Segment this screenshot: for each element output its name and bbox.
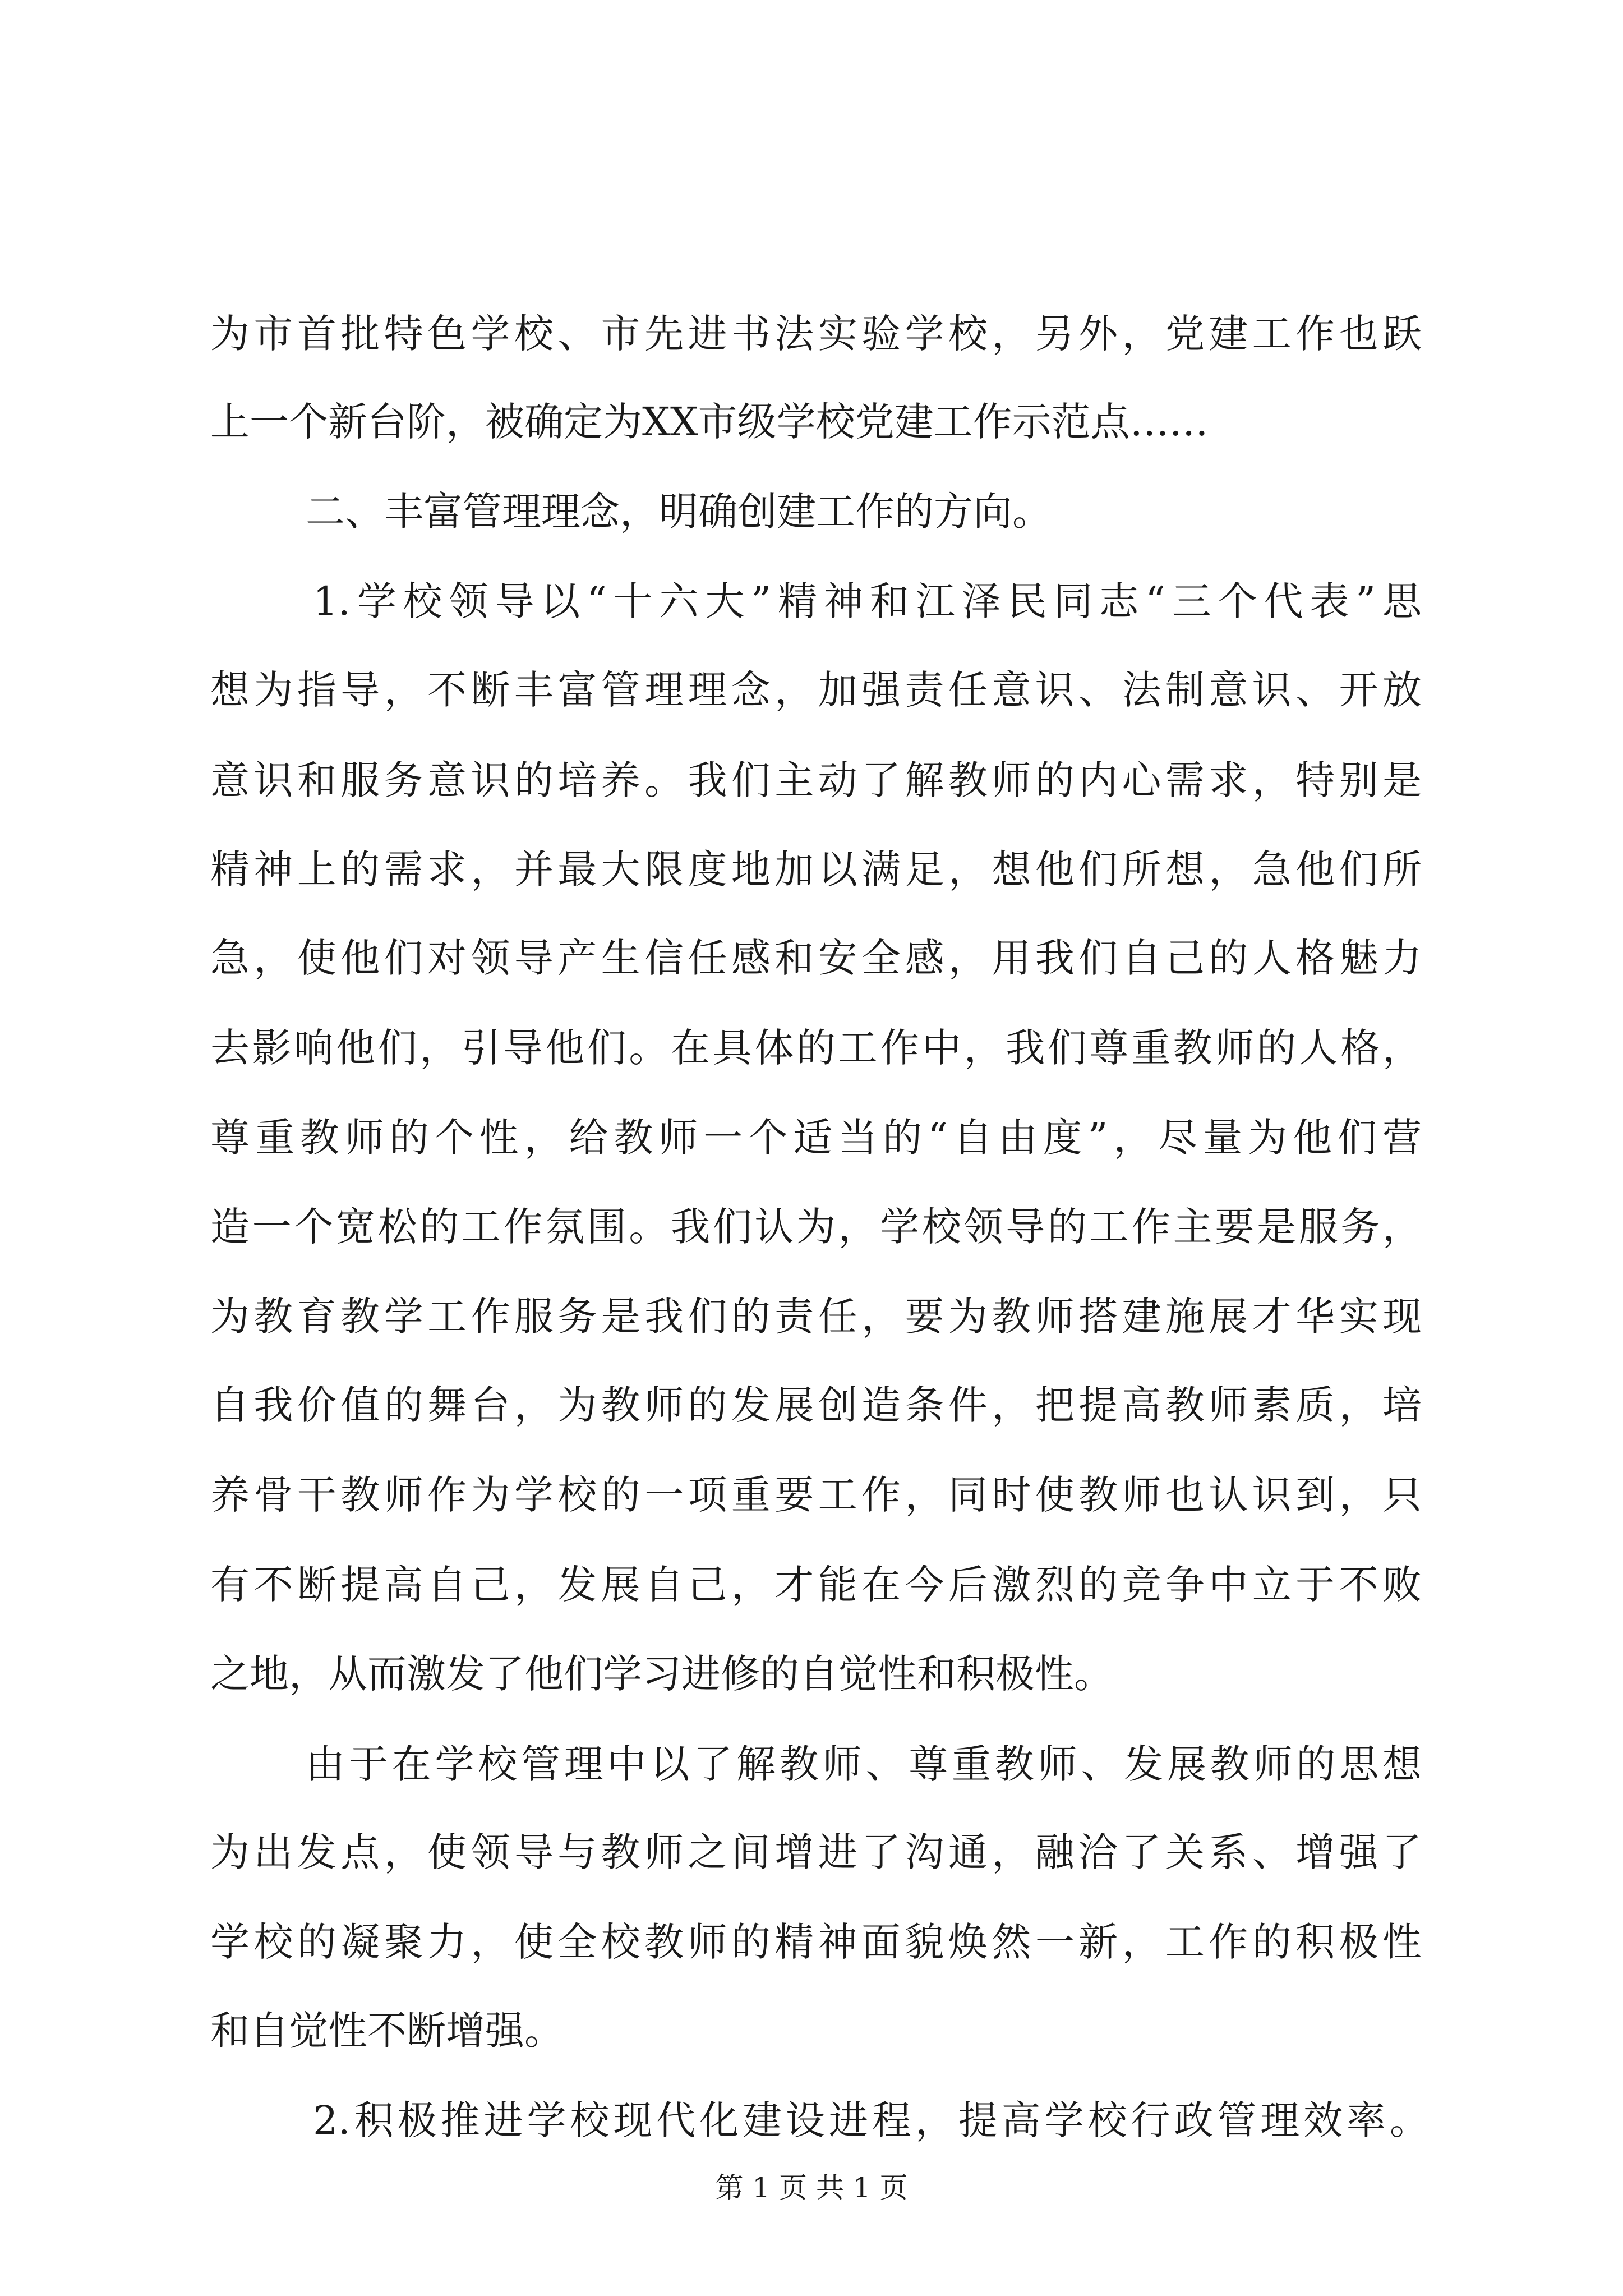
paragraph-line: 为出发点，使领导与教师之间增进了沟通，融洽了关系、增强了 (210, 1829, 1422, 1875)
paragraph-line: 2.积极推进学校现代化建设进程，提高学校行政管理效率。 (313, 2097, 1429, 2143)
section-heading: 二、丰富管理理念，明确创建工作的方向。 (306, 489, 1052, 535)
paragraph-line: 养骨干教师作为学校的一项重要工作，同时使教师也认识到，只 (210, 1472, 1422, 1518)
paragraph-line: 去影响他们，引导他们。在具体的工作中，我们尊重教师的人格， (210, 1025, 1422, 1071)
paragraph-line: 想为指导，不断丰富管理理念，加强责任意识、法制意识、开放 (210, 667, 1422, 713)
paragraph-line: 自我价值的舞台，为教师的发展创造条件，把提高教师素质，培 (210, 1382, 1422, 1428)
paragraph-line: 为教育教学工作服务是我们的责任，要为教师搭建施展才华实现 (210, 1294, 1422, 1340)
paragraph-line: 尊重教师的个性，给教师一个适当的“自由度”，尽量为他们营 (210, 1115, 1422, 1161)
page-number-footer: 第 1 页 共 1 页 (715, 2171, 908, 2204)
paragraph-line: 精神上的需求，并最大限度地加以满足，想他们所想，急他们所 (210, 846, 1422, 892)
paragraph-line: 为市首批特色学校、市先进书法实验学校，另外，党建工作也跃 (210, 311, 1422, 357)
paragraph-line: 之地，从而激发了他们学习进修的自觉性和积极性。 (210, 1651, 1113, 1697)
paragraph-line: 上一个新台阶，被确定为XX市级学校党建工作示范点…… (210, 399, 1209, 445)
paragraph-line: 和自觉性不断增强。 (210, 2008, 564, 2054)
paragraph-line: 学校的凝聚力，使全校教师的精神面貌焕然一新，工作的积极性 (210, 1919, 1422, 1965)
paragraph-line: 意识和服务意识的培养。我们主动了解教师的内心需求，特别是 (210, 757, 1422, 803)
paragraph-line: 急，使他们对领导产生信任感和安全感，用我们自己的人格魅力 (210, 935, 1422, 981)
paragraph-line: 有不断提高自己，发展自己，才能在今后激烈的竞争中立于不败 (210, 1562, 1422, 1608)
paragraph-line: 1.学校领导以“十六大”精神和江泽民同志“三个代表”思 (313, 578, 1422, 624)
paragraph-line: 由于在学校管理中以了解教师、尊重教师、发展教师的思想 (306, 1741, 1422, 1787)
paragraph-line: 造一个宽松的工作氛围。我们认为，学校领导的工作主要是服务， (210, 1204, 1422, 1250)
